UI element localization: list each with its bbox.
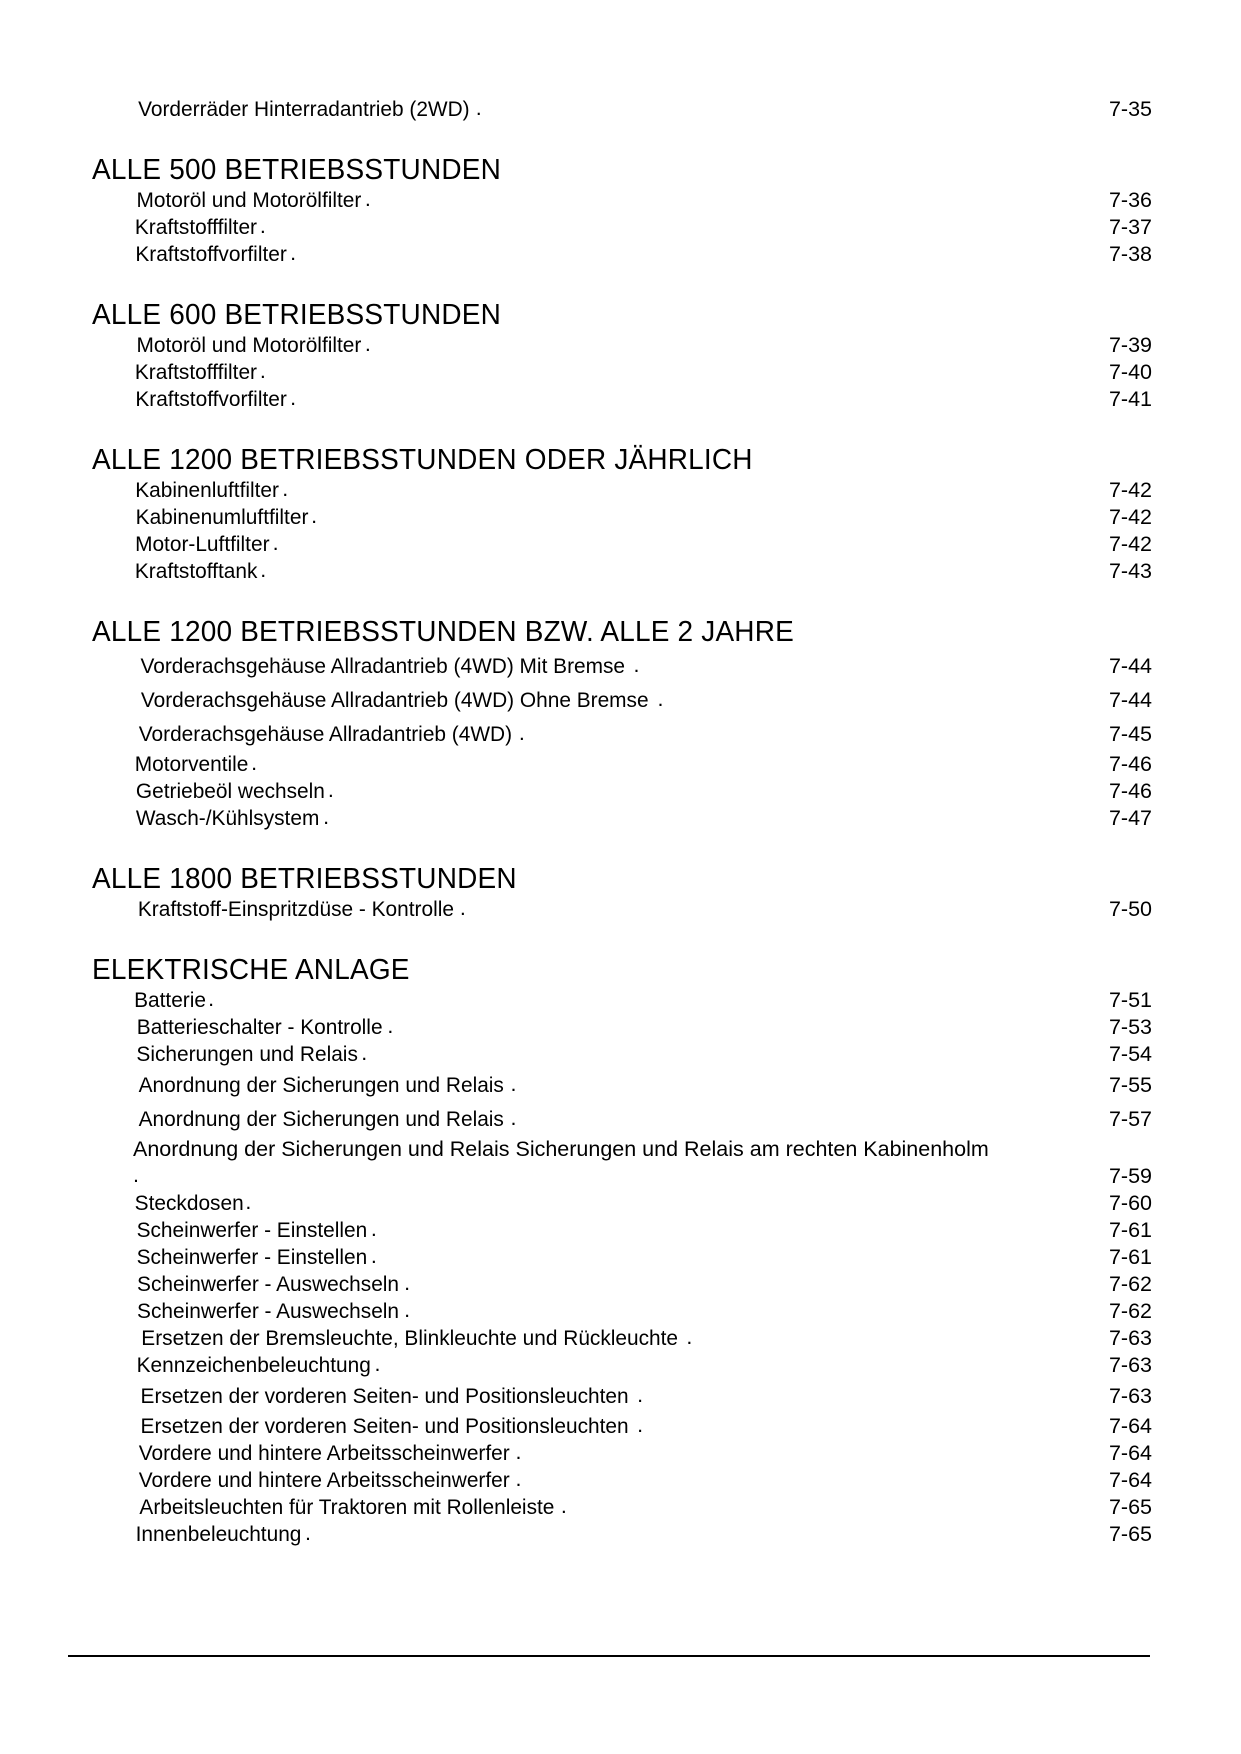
toc-entry-page: 7-42	[1108, 478, 1152, 502]
toc-entry[interactable]	[92, 504, 1152, 531]
toc-entry[interactable]	[92, 1244, 1152, 1271]
dot-leader: .	[259, 359, 269, 383]
toc-entry-label: Scheinwerfer - Einstellen	[136, 1245, 368, 1269]
toc-entry[interactable]	[92, 96, 1152, 123]
toc-entry[interactable]	[92, 1068, 1152, 1102]
toc-entry[interactable]	[92, 1494, 1152, 1521]
toc-entry-page: 7-63	[1108, 1384, 1152, 1408]
toc-entry-label: Anordnung der Sicherungen und Relais	[138, 1107, 504, 1131]
dot-leader: .	[311, 504, 320, 528]
toc-entry[interactable]	[92, 1325, 1152, 1352]
toc-entry[interactable]	[92, 1379, 1152, 1413]
dot-leader: .	[370, 1244, 380, 1268]
section-heading: ALLE 1800 BETRIEBSSTUNDEN	[92, 863, 517, 895]
toc-entry[interactable]	[92, 214, 1152, 241]
dot-leader: .	[515, 1467, 525, 1491]
toc-entry-page: 7-35	[1108, 97, 1152, 121]
toc-entry-label: Motoröl und Motorölfilter	[136, 333, 362, 357]
toc-entry-label: Motoröl und Motorölfilter	[136, 188, 362, 212]
dot-leader: .	[518, 721, 528, 745]
toc-entry-label: Wasch-/Kühlsystem	[135, 806, 320, 830]
toc-entry-label: Kraftstoffvorfilter	[135, 242, 287, 266]
toc-entry[interactable]	[92, 717, 1152, 751]
toc-entry-label: Vordere und hintere Arbeitsscheinwerfer	[138, 1441, 510, 1465]
toc-entry-label: Scheinwerfer - Auswechseln	[137, 1299, 400, 1323]
dot-leader: .	[637, 1383, 646, 1407]
table-of-contents	[92, 96, 1152, 1548]
footer-rule	[68, 1655, 1150, 1657]
toc-entry-label: Motorventile	[134, 752, 249, 776]
toc-entry[interactable]	[92, 1217, 1152, 1244]
toc-entry-label: Vorderräder Hinterradantrieb (2WD)	[138, 97, 470, 121]
section-heading: ALLE 1200 BETRIEBSSTUNDEN BZW. ALLE 2 JAHRE	[92, 616, 794, 648]
toc-entry[interactable]	[92, 359, 1152, 386]
dot-leader: .	[245, 1190, 254, 1214]
toc-entry[interactable]	[92, 1041, 1152, 1068]
toc-entry-label: Vordere und hintere Arbeitsscheinwerfer	[138, 1468, 510, 1492]
dot-leader: .	[304, 1521, 314, 1545]
dot-leader: .	[290, 386, 299, 410]
dot-leader: .	[633, 653, 643, 677]
toc-entry[interactable]	[92, 1413, 1152, 1440]
toc-entry-label: Kraftstofftank	[134, 559, 258, 583]
toc-entry-page: 7-61	[1108, 1218, 1152, 1242]
toc-entry[interactable]	[92, 531, 1152, 558]
dot-leader: .	[404, 1298, 413, 1322]
toc-entry-page: 7-41	[1108, 387, 1152, 411]
dot-leader: .	[404, 1271, 413, 1295]
toc-entry-label: Kabinenumluftfilter	[135, 505, 309, 529]
dot-leader: .	[637, 1413, 646, 1437]
dot-leader: .	[459, 896, 469, 920]
toc-entry-page: 7-57	[1108, 1107, 1152, 1131]
section-spacer	[92, 413, 1152, 443]
section-spacer	[92, 832, 1152, 862]
toc-entry-page: 7-61	[1108, 1245, 1152, 1269]
toc-entry-label: Kennzeichenbeleuchtung	[136, 1353, 371, 1377]
toc-entry-page: 7-60	[1108, 1191, 1152, 1215]
toc-entry-page: 7-54	[1108, 1042, 1152, 1066]
toc-entry-label: Batterieschalter - Kontrolle	[136, 1015, 383, 1039]
toc-entry[interactable]	[92, 241, 1152, 268]
toc-entry-page: 7-65	[1108, 1495, 1152, 1519]
dot-leader: .	[133, 1163, 142, 1187]
toc-entry-label: Kraftstofffilter	[134, 360, 257, 384]
toc-entry[interactable]	[92, 649, 1152, 683]
dot-leader: .	[272, 531, 282, 555]
toc-entry-page: 7-51	[1108, 988, 1152, 1012]
toc-sections	[92, 123, 1152, 1548]
toc-entry-page: 7-47	[1108, 806, 1152, 830]
toc-entry-label: Batterie	[134, 988, 206, 1012]
toc-entry-label: Anordnung der Sicherungen und Relais	[138, 1073, 504, 1097]
section-heading: ALLE 1200 BETRIEBSSTUNDEN ODER JÄHRLICH	[92, 444, 753, 476]
dot-leader: .	[560, 1494, 570, 1518]
dot-leader: .	[364, 187, 374, 211]
toc-entry-label: Ersetzen der vorderen Seiten- und Positionsleuchten	[140, 1414, 629, 1438]
toc-entry-page: 7-63	[1108, 1353, 1152, 1377]
toc-entry-label: Vorderachsgehäuse Allradantrieb (4WD)	[138, 722, 513, 746]
section-spacer	[92, 268, 1152, 298]
toc-entry[interactable]	[92, 1467, 1152, 1494]
section-spacer	[92, 923, 1152, 953]
dot-leader: .	[364, 332, 374, 356]
toc-entry-page: 7-39	[1108, 333, 1152, 357]
toc-entry[interactable]	[92, 187, 1152, 214]
toc-entry-label: Innenbeleuchtung	[135, 1522, 302, 1546]
toc-entry[interactable]	[92, 1102, 1152, 1136]
toc-entry-label: Kraftstofffilter	[134, 215, 257, 239]
section-spacer	[92, 585, 1152, 615]
toc-entry-label: Motor-Luftfilter	[135, 532, 270, 556]
dot-leader: .	[475, 96, 485, 120]
toc-entry-label: Ersetzen der Bremsleuchte, Blinkleuchte und Rückleuchte	[141, 1326, 679, 1350]
dot-leader: .	[323, 805, 332, 829]
toc-entry[interactable]	[92, 1352, 1152, 1379]
toc-entry-page: 7-46	[1108, 752, 1152, 776]
toc-entry-label: Kabinenluftfilter	[135, 478, 279, 502]
toc-entry-label: Scheinwerfer - Einstellen	[136, 1218, 368, 1242]
toc-entry-label: Vorderachsgehäuse Allradantrieb (4WD) Ohne Bremse	[140, 688, 649, 712]
toc-entry-label: Kraftstoff-Einspritzdüse - Kontrolle	[137, 897, 454, 921]
toc-entry[interactable]	[92, 987, 1152, 1014]
toc-entry[interactable]	[92, 805, 1152, 832]
toc-entry-page: 7-62	[1108, 1272, 1152, 1296]
dot-leader: .	[370, 1217, 380, 1241]
dot-leader: .	[515, 1440, 525, 1464]
toc-entry-page: 7-43	[1108, 559, 1152, 583]
toc-entry-leader-row	[133, 1163, 1152, 1190]
toc-entry-page: 7-63	[1108, 1326, 1152, 1350]
dot-leader: .	[208, 987, 217, 1011]
toc-entry[interactable]	[92, 1440, 1152, 1467]
toc-entry-label: Anordnung der Sicherungen und Relais Sicherungen und Relais am rechten Kabinenholm	[133, 1137, 989, 1161]
toc-entry-page: 7-55	[1108, 1073, 1152, 1097]
toc-entry[interactable]	[92, 683, 1152, 717]
toc-entry[interactable]	[92, 386, 1152, 413]
toc-entry[interactable]	[92, 477, 1152, 504]
toc-entry-page: 7-37	[1108, 215, 1152, 239]
toc-entry-page: 7-36	[1108, 188, 1152, 212]
toc-entry-label: Kraftstoffvorfilter	[135, 387, 287, 411]
toc-entry-page: 7-46	[1108, 779, 1152, 803]
toc-entry[interactable]	[92, 1014, 1152, 1041]
toc-entry-page: 7-64	[1108, 1441, 1152, 1465]
dot-leader: .	[387, 1014, 396, 1038]
toc-entry-page: 7-64	[1108, 1414, 1152, 1438]
dot-leader: .	[374, 1352, 384, 1376]
dot-leader: .	[657, 687, 667, 711]
toc-entry[interactable]	[92, 1190, 1152, 1217]
toc-entry[interactable]	[92, 751, 1152, 778]
toc-entry-page: 7-50	[1108, 897, 1152, 921]
dot-leader: .	[290, 241, 299, 265]
dot-leader: .	[361, 1041, 370, 1065]
dot-leader: .	[260, 558, 269, 582]
toc-entry-label: Steckdosen	[134, 1191, 244, 1215]
toc-entry-page: 7-64	[1108, 1468, 1152, 1492]
dot-leader: .	[327, 778, 337, 802]
toc-entry-label: Getriebeöl wechseln	[135, 779, 325, 803]
toc-entry-page: 7-44	[1108, 654, 1152, 678]
dot-leader: .	[510, 1072, 520, 1096]
toc-entry[interactable]	[92, 558, 1152, 585]
toc-entry-page: 7-44	[1108, 688, 1152, 712]
toc-entry[interactable]	[92, 1521, 1152, 1548]
toc-entry[interactable]	[92, 778, 1152, 805]
toc-entry-label: Scheinwerfer - Auswechseln	[137, 1272, 400, 1296]
toc-entry-page: 7-59	[1108, 1164, 1152, 1188]
toc-entry-page: 7-65	[1108, 1522, 1152, 1546]
dot-leader: .	[686, 1325, 695, 1349]
toc-entry-page: 7-42	[1108, 532, 1152, 556]
section-heading: ALLE 500 BETRIEBSSTUNDEN	[92, 154, 502, 186]
toc-entry-page: 7-38	[1108, 242, 1152, 266]
dot-leader: .	[510, 1106, 520, 1130]
section-heading: ALLE 600 BETRIEBSSTUNDEN	[92, 299, 502, 331]
toc-entry[interactable]	[92, 1298, 1152, 1325]
toc-entry-label: Sicherungen und Relais	[136, 1042, 358, 1066]
toc-entry[interactable]	[92, 1271, 1152, 1298]
toc-entry[interactable]	[92, 896, 1152, 923]
toc-entry-label: Ersetzen der vorderen Seiten- und Positionsleuchten	[140, 1384, 629, 1408]
toc-entry-page: 7-62	[1108, 1299, 1152, 1323]
section-spacer	[92, 123, 1152, 153]
toc-entry-label: Arbeitsleuchten für Traktoren mit Rollenleiste	[139, 1495, 555, 1519]
toc-entry-label: Vorderachsgehäuse Allradantrieb (4WD) Mit Bremse	[140, 654, 626, 678]
dot-leader: .	[259, 214, 269, 238]
toc-entry[interactable]	[92, 332, 1152, 359]
dot-leader: .	[282, 477, 291, 501]
toc-entry[interactable]	[92, 1136, 1152, 1190]
toc-entry-page: 7-42	[1108, 505, 1152, 529]
toc-entry-page: 7-53	[1108, 1015, 1152, 1039]
section-heading: ELEKTRISCHE ANLAGE	[92, 954, 410, 986]
toc-entry-page: 7-45	[1108, 722, 1152, 746]
dot-leader: .	[251, 751, 260, 775]
toc-entry-page: 7-40	[1108, 360, 1152, 384]
